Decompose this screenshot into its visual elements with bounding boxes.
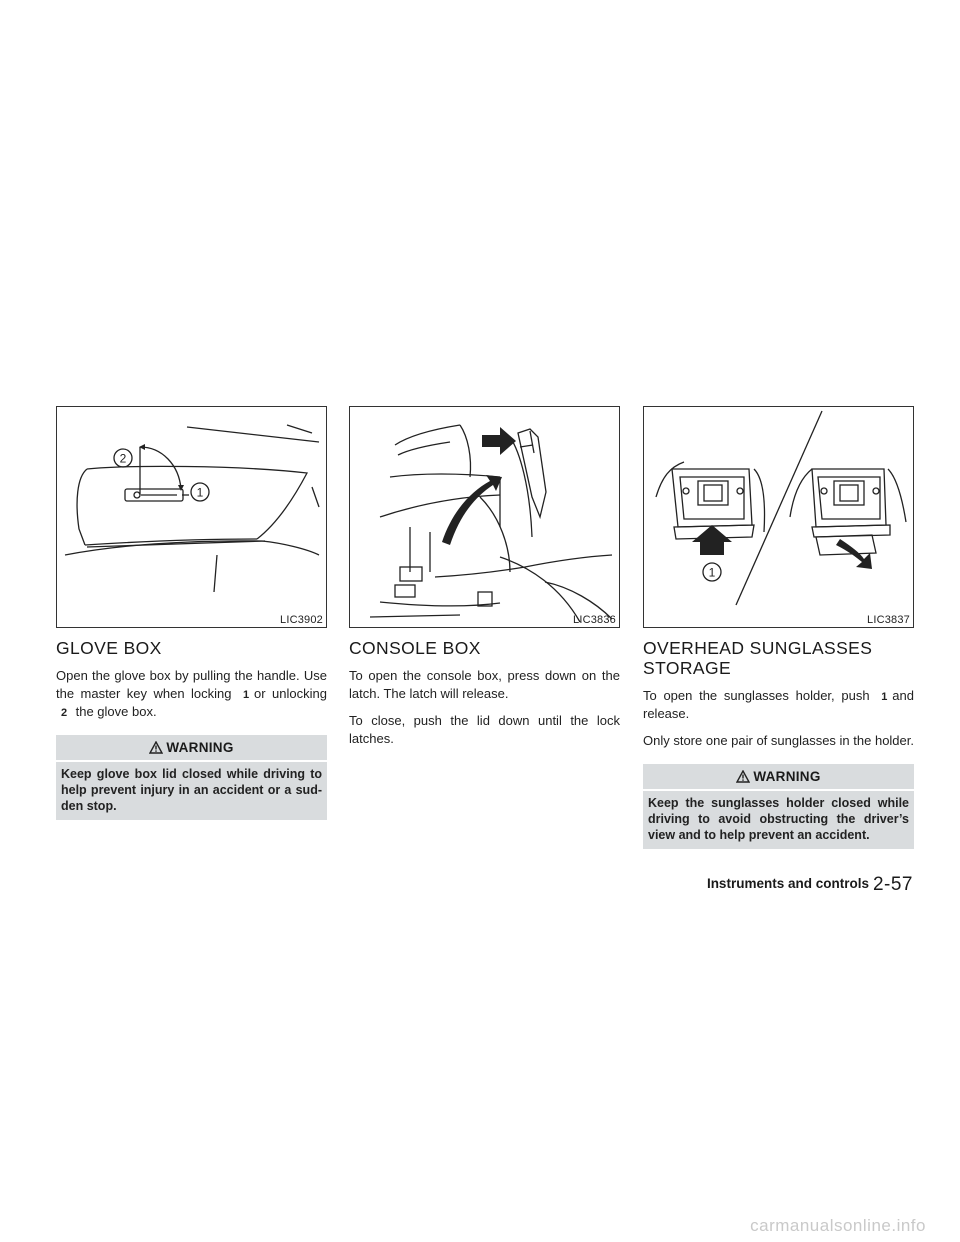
sunglasses-usage-note: Only store one pair of sunglasses in the holder. xyxy=(643,733,914,748)
figure-code: LIC3836 xyxy=(573,614,616,626)
warning-text: Keep glove box lid closed while driving to help prevent injury in an accident or a sud-den stop. xyxy=(61,767,322,813)
warning-label: WARNING xyxy=(753,769,821,784)
console-box-figure xyxy=(349,406,620,628)
section-title: OVERHEAD SUNGLASSES STORAGE xyxy=(643,638,873,678)
callout-1: 1 xyxy=(196,485,204,500)
text-run: or unlocking xyxy=(254,686,327,701)
warning-label: WARNING xyxy=(166,740,234,755)
sunglasses-storage-column xyxy=(643,406,914,849)
glove-box-illustration xyxy=(57,407,326,627)
step-marker-1: 1 xyxy=(881,691,888,703)
callout-2: 2 xyxy=(119,451,127,466)
sunglasses-storage-illustration xyxy=(644,407,913,627)
section-title: CONSOLE BOX xyxy=(349,638,481,658)
warning-icon xyxy=(736,770,750,783)
page-footer xyxy=(707,874,913,896)
section-title: GLOVE BOX xyxy=(56,638,162,658)
callout-1: 1 xyxy=(708,565,716,580)
console-box-close-instructions: To close, push the lid down until the lock latches. xyxy=(349,713,620,746)
warning-text: Keep the sunglasses holder closed while driving to avoid obstructing the driver’s view and to help prevent an accident. xyxy=(648,796,909,842)
warning-box xyxy=(56,735,327,820)
warning-box xyxy=(643,764,914,849)
text-run: and release. xyxy=(643,688,914,721)
watermark: carmanualsonline.info xyxy=(750,1216,926,1235)
glove-box-instructions xyxy=(56,667,327,721)
console-box-open-instructions: To open the console box, press down on the latch. The latch will release. xyxy=(349,668,620,701)
console-box-column xyxy=(349,406,620,757)
figure-code: LIC3837 xyxy=(867,614,910,626)
step-marker-2: 2 xyxy=(60,707,68,719)
step-marker-1: 1 xyxy=(242,689,250,701)
warning-header xyxy=(56,735,327,762)
warning-icon xyxy=(149,741,163,754)
footer-section-name: Instruments and controls xyxy=(706,876,869,891)
glove-box-figure xyxy=(56,406,327,628)
console-box-illustration xyxy=(350,407,619,627)
page-number: 2-57 xyxy=(872,874,913,895)
text-run: the glove box. xyxy=(75,704,157,719)
text-run: To open the sunglasses holder, push xyxy=(643,688,870,703)
figure-code: LIC3902 xyxy=(280,614,323,626)
sunglasses-storage-figure xyxy=(643,406,914,628)
text-run: Open the glove box by pulling the handle. Use the master key when locking xyxy=(56,668,327,701)
sunglasses-open-instructions xyxy=(643,687,914,723)
warning-header xyxy=(643,764,914,791)
glove-box-column xyxy=(56,406,327,820)
